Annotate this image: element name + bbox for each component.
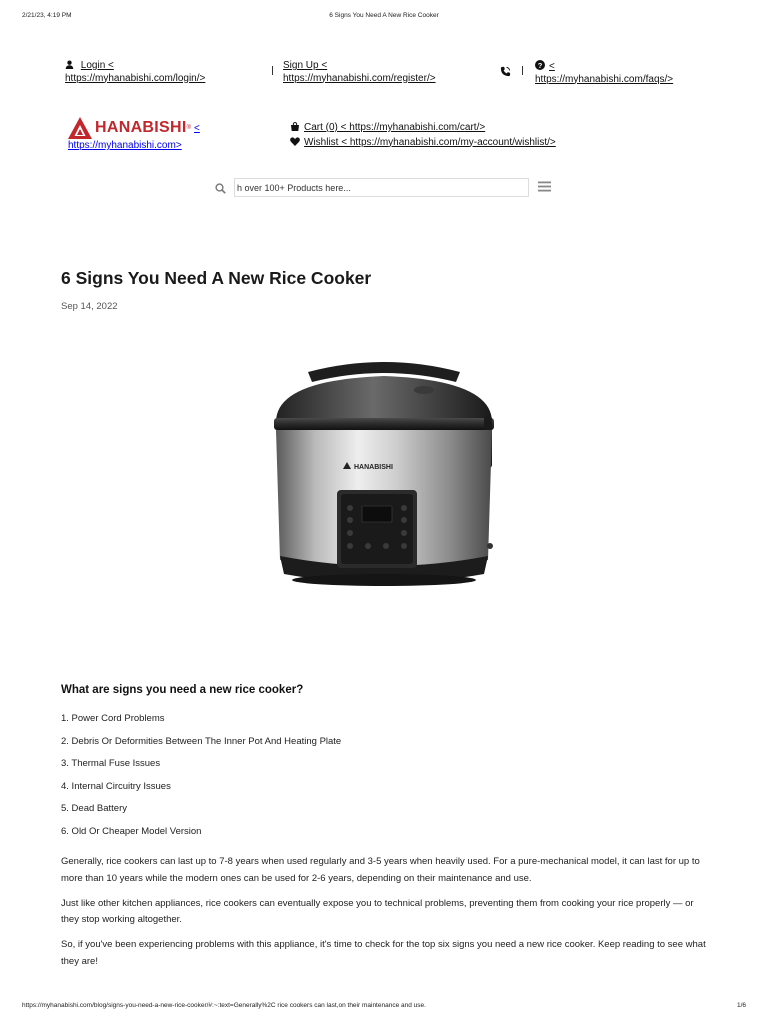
article-title: 6 Signs You Need A New Rice Cooker [61, 268, 372, 288]
topbar-divider [272, 66, 273, 75]
list-item: 3. Thermal Fuse Issues [61, 758, 161, 770]
print-header [22, 12, 746, 22]
question-circle-icon [535, 60, 545, 70]
article-date: Sep 14, 2022 [61, 301, 118, 312]
login-url-link[interactable]: https://myhanabishi.com/login/> [65, 72, 206, 84]
rice-cooker-brand-text: HANABISHI [354, 464, 393, 471]
faqs-link[interactable]: < [549, 61, 555, 72]
shopping-bag-icon [290, 122, 300, 131]
hanabishi-logo-icon [68, 117, 92, 139]
search-input[interactable] [234, 178, 529, 197]
body-paragraph: Just like other kitchen appliances, rice cookers can eventually expose you to technical problems, preventing them from cooking your rice properly — or they stop working altogether. [61, 897, 694, 925]
phone-icon[interactable] [500, 66, 511, 80]
heart-icon [290, 137, 300, 146]
top-bar [0, 60, 768, 90]
logo-brand-text: HANABISHI [95, 119, 187, 136]
wishlist-link[interactable]: Wishlist < https://myhanabishi.com/my-account/wishlist/> [304, 136, 556, 148]
list-item: 5. Dead Battery [61, 803, 128, 815]
print-url: https://myhanabishi.com/blog/signs-you-need-a-new-rice-cooker/#:~:text=Generally%2C rice cookers can last,on their maintenance and use. [22, 1002, 426, 1009]
svg-text:?: ? [537, 60, 543, 70]
signup-link[interactable]: Sign Up < [283, 60, 328, 71]
print-datetime: 2/21/23, 4:19 PM [22, 12, 72, 19]
print-page-number: 1/6 [736, 1002, 746, 1009]
list-item: 4. Internal Circuitry Issues [61, 780, 171, 792]
body-paragraph: Generally, rice cookers can last up to 7-8 years when used regularly and 3-5 years when heavily used. For a pure-mechanical model, it can last for up to more than 10 years while the modern ones can be used for 2-6 years, depending on their maintenance and use. [61, 856, 700, 884]
site-logo[interactable] [68, 116, 258, 156]
login-link[interactable]: Login < [80, 60, 114, 71]
list-item: 1. Power Cord Problems [61, 713, 165, 724]
print-page-title: 6 Signs You Need A New Rice Cooker [329, 12, 439, 19]
print-footer [22, 1002, 746, 1009]
menu-icon[interactable] [538, 181, 551, 192]
cart-link[interactable]: Cart (0) < https://myhanabishi.com/cart/> [304, 122, 486, 133]
signup-link-group [283, 60, 436, 85]
list-item: 2. Debris Or Deformities Between The Inner Pot And Heating Plate [61, 735, 342, 747]
faqs-link-group [535, 60, 673, 86]
faqs-url-link[interactable]: https://myhanabishi.com/faqs/> [535, 73, 674, 85]
signs-list [61, 713, 341, 849]
login-link-group [65, 60, 205, 85]
logo-link-prefix[interactable]: < [194, 122, 200, 134]
logo-url-link[interactable]: https://myhanabishi.com> [68, 140, 182, 151]
user-icon [65, 60, 74, 69]
section-heading: What are signs you need a new rice cooker? [61, 684, 304, 696]
list-item: 6. Old Or Cheaper Model Version [61, 825, 202, 837]
article-body [61, 854, 711, 979]
logo-registered-mark: ® [186, 125, 192, 131]
search-icon[interactable] [215, 183, 226, 194]
signup-url-link[interactable]: https://myhanabishi.com/register/> [283, 72, 436, 84]
body-paragraph: So, if you've been experiencing problems with this appliance, it's time to check for the top six signs you need a new rice cooker. Keep reading to see what they are! [61, 939, 706, 967]
search-bar [0, 178, 768, 198]
rice-cooker-image [218, 330, 550, 640]
topbar-divider [522, 66, 523, 75]
header-links [290, 121, 556, 150]
